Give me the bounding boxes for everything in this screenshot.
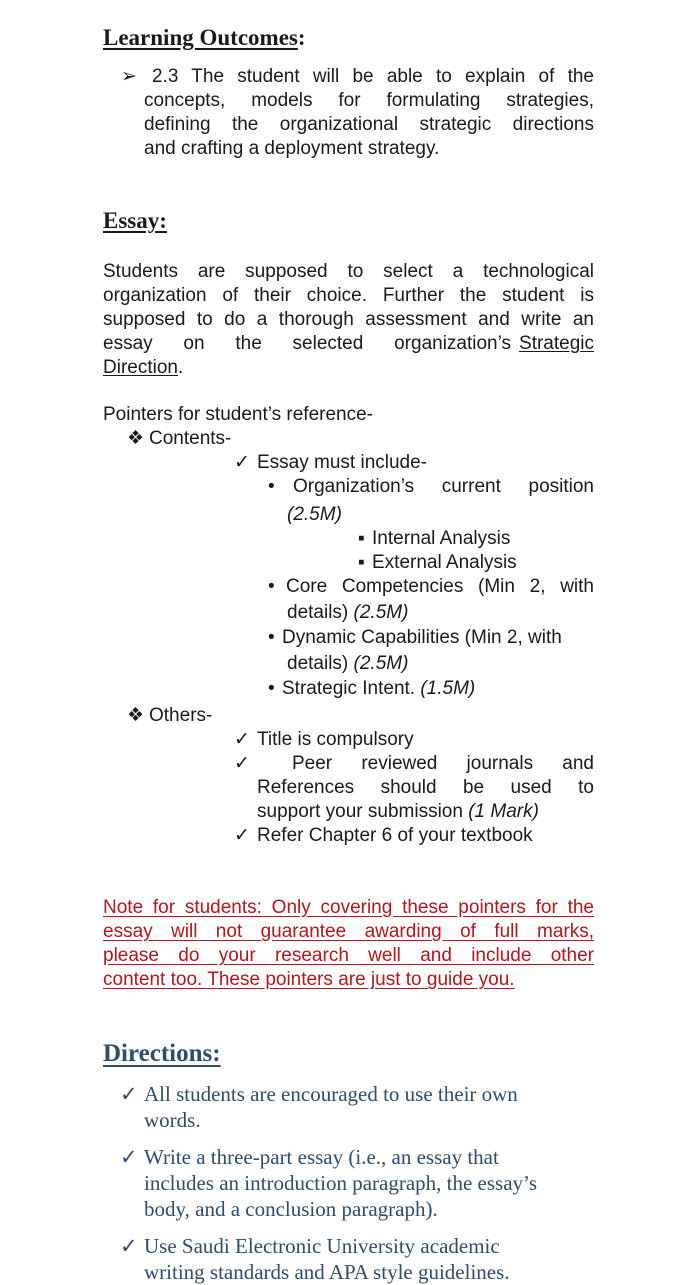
- check-icon: ✓: [234, 452, 250, 473]
- direction-item-2: Write a three-part essay (i.e., an essay that includes an introduction paragraph, the essay’s body, and a conclusion paragraph).: [144, 1145, 538, 1221]
- strategic-direction-link: Strategic: [519, 333, 594, 354]
- peer-reviewed-line2: References should be used to: [257, 777, 594, 798]
- pointers-intro: Pointers for student’s reference-: [103, 404, 374, 425]
- essay-paragraph: Students are supposed to select a technological organization of their choice. Further the student is supposed to do a thorough assessment and write an essay on the selected organization’s Strategic Direction.: [103, 261, 594, 378]
- org-position-marks: (2.5M): [287, 504, 342, 525]
- check-icon: ✓: [120, 1234, 138, 1258]
- direction-item-3: Use Saudi Electronic University academic writing standards and APA style guidelines.: [144, 1234, 510, 1284]
- bullet-icon: •: [268, 627, 275, 648]
- check-icon: ✓: [120, 1082, 138, 1106]
- others-label: Others-: [149, 705, 213, 726]
- directions-heading: Directions:: [103, 1040, 221, 1067]
- bullet-icon: •: [268, 576, 275, 597]
- learning-outcomes-heading: Learning Outcomes:: [103, 25, 306, 50]
- org-position-item: Organization’s current position: [293, 476, 594, 497]
- direction-item-1: All students are encouraged to use their own words.: [144, 1082, 518, 1132]
- essay-heading: Essay:: [103, 208, 167, 233]
- check-icon: ✓: [120, 1145, 138, 1169]
- arrow-bullet-icon: ➢: [121, 66, 137, 87]
- contents-label: Contents-: [149, 428, 232, 449]
- title-compulsory: Title is compulsory: [257, 729, 414, 750]
- core-competencies-detail: details) (2.5M): [287, 602, 409, 623]
- peer-reviewed-line1: Peer reviewed journals and: [292, 753, 594, 774]
- diamond-bullet-icon: ❖: [127, 428, 145, 449]
- peer-reviewed-line3: support your submission (1 Mark): [257, 801, 539, 822]
- dynamic-capabilities-detail: details) (2.5M): [287, 653, 409, 674]
- refer-chapter: Refer Chapter 6 of your textbook: [257, 825, 533, 846]
- check-icon: ✓: [234, 729, 250, 750]
- square-bullet-icon: ▪: [358, 552, 365, 573]
- check-icon: ✓: [234, 753, 250, 774]
- strategic-intent-item: Strategic Intent. (1.5M): [282, 678, 476, 699]
- square-bullet-icon: ▪: [358, 528, 365, 549]
- dynamic-capabilities-item: Dynamic Capabilities (Min 2, with: [282, 627, 562, 648]
- learning-outcome-text: 2.3 The student will be able to explain of the concepts, models for formulating strategies, defining the organizational strategic directions and crafting a deployment strategy.: [144, 66, 594, 159]
- external-analysis: External Analysis: [372, 552, 517, 573]
- diamond-bullet-icon: ❖: [127, 705, 145, 726]
- core-competencies-item: Core Competencies (Min 2, with: [286, 576, 594, 597]
- bullet-icon: •: [268, 678, 275, 699]
- essay-must-include: Essay must include-: [257, 452, 428, 473]
- check-icon: ✓: [234, 825, 250, 846]
- note-for-students: Note for students: Only covering these pointers for the essay will not guarantee awarding of full marks, please do your research well and include other content too. These pointers are just to guide you.: [103, 897, 594, 990]
- bullet-icon: •: [268, 476, 275, 497]
- internal-analysis: Internal Analysis: [372, 528, 511, 549]
